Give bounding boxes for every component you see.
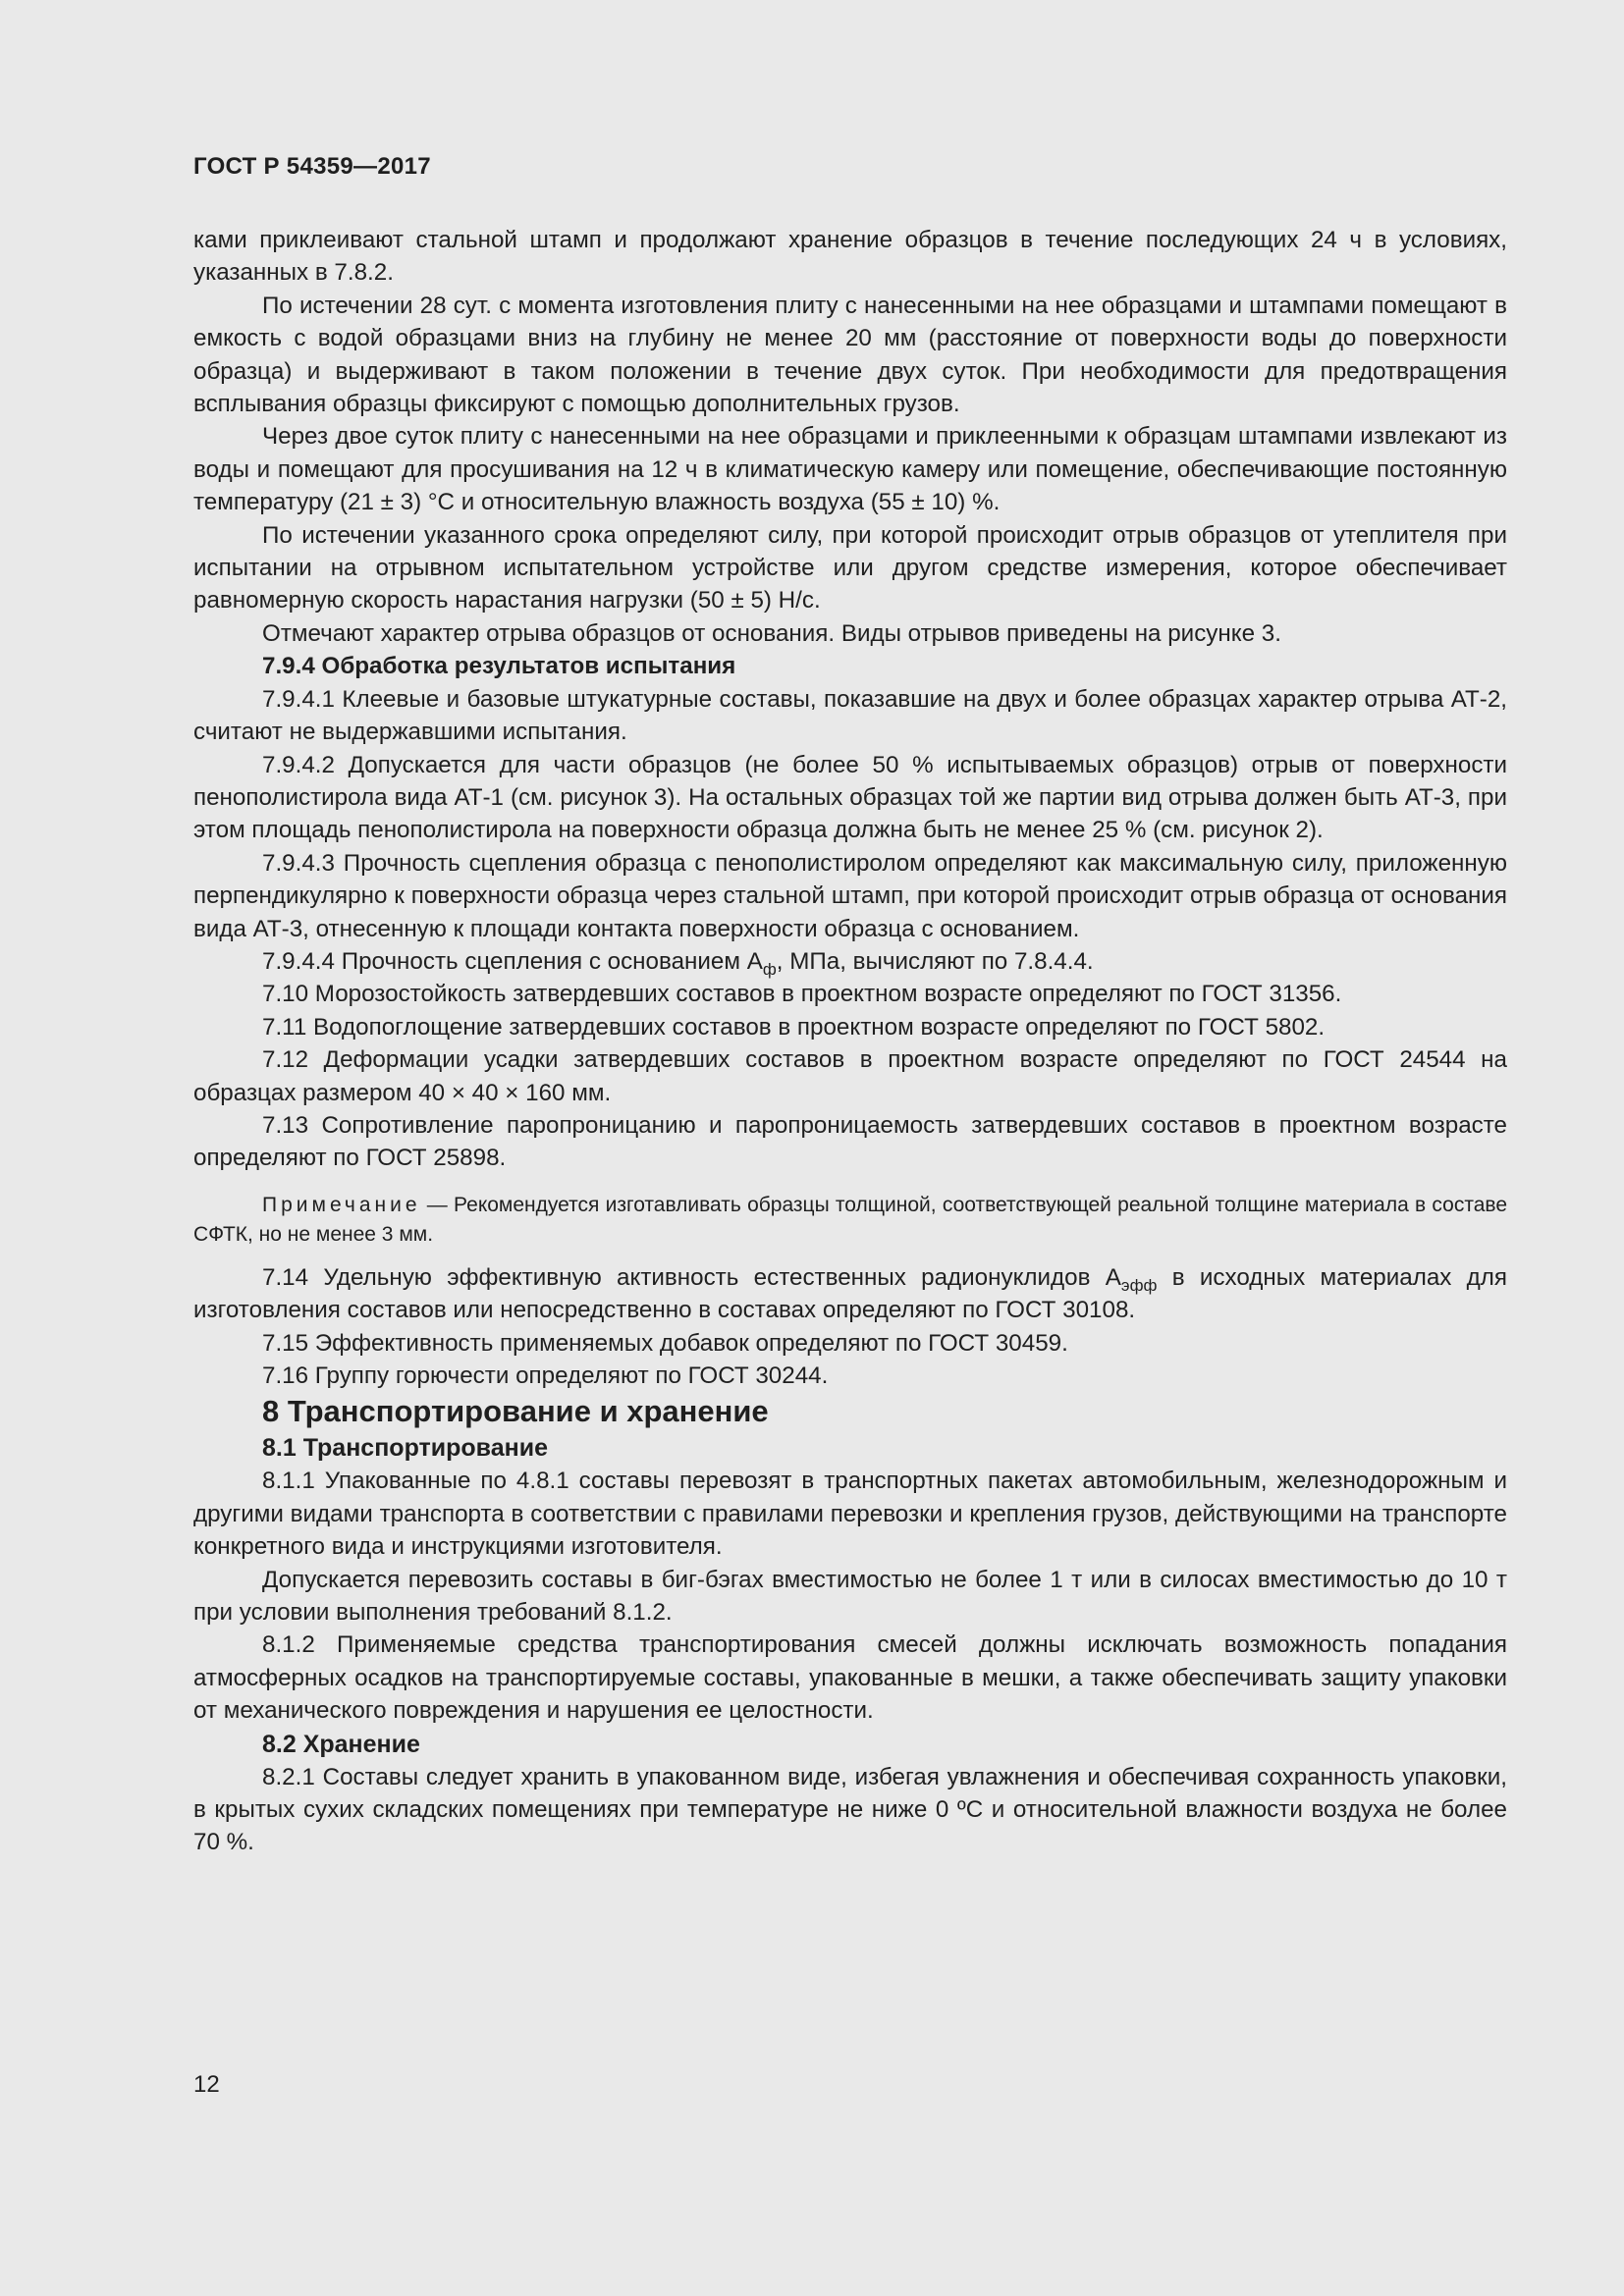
subsection-heading-8-2: 8.2 Хранение bbox=[262, 1730, 420, 1758]
paragraph: 7.9.4.3 Прочность сцепления образца с пенополистиролом определяют как максимальную силу, приложенную перпендикулярно к поверхности образца через стальной штамп, при которой происходит отрыв образца от основания вида АТ-3, отнесенную к площади контакта поверхности образца с основанием. bbox=[193, 849, 1507, 942]
note-text: — Рекомендуется изготавливать образцы толщиной, соответствующей реальной толщине материала в составе СФТК, но не менее 3 мм. bbox=[193, 1193, 1507, 1246]
paragraph: По истечении 28 сут. с момента изготовления плиту с нанесенными на нее образцами и штампами помещают в емкость с водой образцами вниз на глубину не менее 20 мм (расстояние от поверхности воды до поверхности образца) и выдерживают в таком положении в течение двух суток. При необходимости для предотвращения всплывания образцы фиксируют с помощью дополнительных грузов. bbox=[193, 292, 1507, 418]
paragraph: 8.1.2 Применяемые средства транспортирования смесей должны исключать возможность попадания атмосферных осадков на транспортируемые составы, упакованные в мешки, а также обеспечивать защиту упаковки от механического повреждения и нарушения ее целостности. bbox=[193, 1631, 1507, 1725]
paragraph: 7.11 Водопоглощение затвердевших составов в проектном возрасте определяют по ГОСТ 5802. bbox=[262, 1013, 1326, 1041]
subscript: ф bbox=[762, 959, 777, 979]
paragraph: По истечении указанного срока определяют силу, при которой происходит отрыв образцов от утеплителя при испытании на отрывном испытательном устройстве или другом средстве измерения, которое обеспечивает равномерную скорость нарастания нагрузки (50 ± 5) Н/с. bbox=[193, 521, 1507, 614]
subscript: эфф bbox=[1120, 1275, 1158, 1295]
subsection-heading-8-1: 8.1 Транспортирование bbox=[262, 1434, 548, 1463]
text: 7.14 Удельную эффективную активность естественных радионуклидов А bbox=[262, 1263, 1121, 1291]
text: , МПа, вычисляют по 7.8.4.4. bbox=[776, 947, 1094, 975]
paragraph: ками приклеивают стальной штамп и продолжают хранение образцов в течение последующих 24 ч в условиях, указанных в 7.8.2. bbox=[193, 227, 1507, 287]
section-heading-8: 8 Транспортирование и хранение bbox=[262, 1394, 769, 1429]
text: 7.9.4.4 Прочность сцепления с основанием А bbox=[262, 947, 763, 975]
page-number: 12 bbox=[193, 2071, 220, 2098]
paragraph-7-14 bbox=[193, 1261, 1507, 1327]
paragraph: 7.10 Морозостойкость затвердевших составов в проектном возрасте определяют по ГОСТ 31356. bbox=[262, 981, 1342, 1008]
subsection-heading-7-9-4: 7.9.4 Обработка результатов испытания bbox=[262, 653, 736, 680]
paragraph: 8.2.1 Составы следует хранить в упакованном виде, избегая увлажнения и обеспечивая сохранность упаковки, в крытых сухих складских помещениях при температуре не ниже 0 ºС и относительной влажности воздуха не более 70 %. bbox=[193, 1763, 1507, 1856]
paragraph: 7.16 Группу горючести определяют по ГОСТ 30244. bbox=[262, 1362, 829, 1389]
note-label: Примечание bbox=[262, 1193, 421, 1216]
paragraph: Допускается перевозить составы в биг-бэгах вместимостью не более 1 т или в силосах вместимостью до 10 т при условии выполнения требований 8.1.2. bbox=[193, 1566, 1507, 1627]
paragraph: 7.9.4.1 Клеевые и базовые штукатурные составы, показавшие на двух и более образцах характер отрыва АТ-2, считают не выдержавшими испытания. bbox=[193, 685, 1507, 746]
paragraph: 7.12 Деформации усадки затвердевших составов в проектном возрасте определяют по ГОСТ 24544 на образцах размером 40 × 40 × 160 мм. bbox=[193, 1046, 1507, 1106]
paragraph: 7.9.4.2 Допускается для части образцов (не более 50 % испытываемых образцов) отрыв от поверхности пенополистирола вида АТ-1 (см. рисунок 3). На остальных образцах той же партии вид отрыва должен быть АТ-3, при этом площадь пенополистирола на поверхности образца должна быть не менее 25 % (см. рисунок 2). bbox=[193, 751, 1507, 844]
paragraph: 7.15 Эффективность применяемых добавок определяют по ГОСТ 30459. bbox=[262, 1329, 1068, 1357]
paragraph-7-9-4-4 bbox=[193, 945, 1507, 978]
note bbox=[193, 1191, 1507, 1250]
page-body bbox=[193, 224, 1507, 1859]
text: в исходных материалах для изготовления составов или непосредственно в составах определяют по ГОСТ 30108. bbox=[193, 1263, 1508, 1324]
paragraph: 8.1.1 Упакованные по 4.8.1 составы перевозят в транспортных пакетах автомобильным, железнодорожным и другими видами транспорта в соответствии с правилами перевозки и крепления грузов, действующими на транспорте конкретного вида и инструкциями изготовителя. bbox=[193, 1468, 1507, 1561]
paragraph: 7.13 Сопротивление паропроницанию и паропроницаемость затвердевших составов в проектном возрасте определяют по ГОСТ 25898. bbox=[193, 1111, 1507, 1172]
document-code: ГОСТ Р 54359—2017 bbox=[193, 153, 431, 180]
paragraph: Через двое суток плиту с нанесенными на нее образцами и приклеенными к образцам штампами извлекают из воды и помещают для просушивания на 12 ч в климатическую камеру или помещение, обеспечивающие постоянную температуру (21 ± 3) °С и относительную влажность воздуха (55 ± 10) %. bbox=[193, 423, 1507, 516]
paragraph: Отмечают характер отрыва образцов от основания. Виды отрывов приведены на рисунке 3. bbox=[262, 619, 1281, 647]
